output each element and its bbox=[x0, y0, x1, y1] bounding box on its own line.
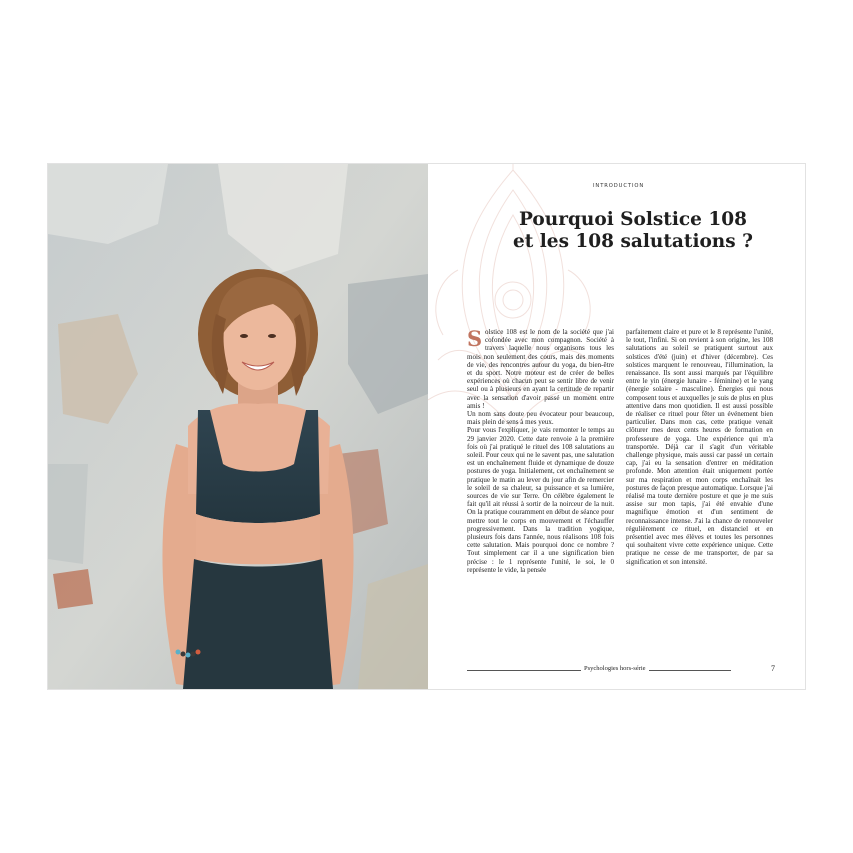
paragraph: Pour vous l'expliquer, je vais remonter le temps au 29 janvier 2020. Cette date renvoie à la première fois où j'ai pratiqué le rituel des 108 salutations au soleil. Pour ceux qui ne le savent pas, une salutation est un enchaînement fluide et dynamique de douze postures de yoga. Initialement, cet enchaînement se pratique le matin au lever du jour afin de remercier le soleil de sa chaleur, sa puissance et sa lumière, sources de vie sur Terre. On célèbre également le fait qu'il ait réussi à sortir de la noirceur de la nuit. On la pratique couramment en début de séance pour mettre tout le corps en mouvement et l'échauffer progressivement. Dans la tradition yogique, plusieurs fois dans l'année, nous réalisons 108 fois cette salutation. Mais pourquoi donc ce nombre ? Tout simplement car il a une signification bien précise : le 1 représente l'unité, le soi, le 0 représente le vide, la pensée bbox=[467, 426, 614, 574]
drop-cap: S bbox=[467, 326, 483, 351]
text-column-right bbox=[626, 328, 773, 646]
page-title bbox=[468, 209, 798, 253]
text-page bbox=[428, 164, 805, 689]
paragraph: olstice 108 est le nom de la société que j'ai cofondée avec mon compagnon. Société à travers laquelle nous organisons tous les mois non seulement des cours, mais des moments de vie, des rencontres autour du yoga, du bien-être et du sport. Notre moteur est de créer de belles expériences où chacun peut se sentir libre de venir seul ou à plusieurs en ayant la certitude de repartir avec la sensation d'avoir passé un moment entre amis ! bbox=[467, 328, 614, 410]
page-number: 7 bbox=[771, 664, 775, 673]
title-line-2: et les 108 salutations ? bbox=[513, 231, 753, 252]
title-line-1: Pourquoi Solstice 108 bbox=[519, 209, 747, 230]
section-label: INTRODUCTION bbox=[593, 183, 645, 189]
text-column-left bbox=[467, 328, 614, 668]
publication-name: Psychologies hors-série bbox=[581, 665, 649, 672]
paragraph: parfaitement claire et pure et le 8 représente l'unité, le tout, l'infini. Si on revient à son origine, les 108 salutations au soleil se pratiquent surtout aux solstices d'été (juin) et d'hiver (décembre). Ces solstices marquent le renouveau, l'illumination, la renaissance. Ils sont aussi marqués par l'équilibre entre le yin (énergie lunaire - féminine) et le yang (énergie solaire - masculine). Énergies qui nous composent tous et auxquelles je suis de plus en plus attentive dans mon quotidien. Il est aussi possible de réaliser ce rituel pour fêter un événement bien particulier. Dans mon cas, cette pratique venait clôturer mes deux cents heures de formation en professeure de yoga. Une expérience qui m'a transportée. Déjà car il s'agit d'un véritable challenge physique, mais aussi car passé un certain cap, j'ai eu la sensation d'entrer en méditation profonde. Mon attention était uniquement portée sur ma respiration et mon corps enchaînait les postures de façon presque automatique. Lorsque j'ai réalisé ma toute dernière posture et que je me suis assise sur mon tapis, j'ai été envahie d'une magnifique émotion et d'un sentiment de reconnaissance intense. J'ai la chance de renouveler régulièrement ce rituel, en distanciel et en présentiel avec mes élèves et toutes les personnes qui souhaitent vivre cette expérience unique. Cette pratique ne cesse de me transporter, de par sa signification et son intensité. bbox=[626, 328, 773, 566]
paragraph: Un nom sans doute peu évocateur pour beaucoup, mais plein de sens à mes yeux. bbox=[467, 410, 614, 427]
magazine-spread bbox=[48, 164, 805, 689]
page-footer bbox=[467, 664, 775, 678]
cover-photo bbox=[48, 164, 428, 689]
